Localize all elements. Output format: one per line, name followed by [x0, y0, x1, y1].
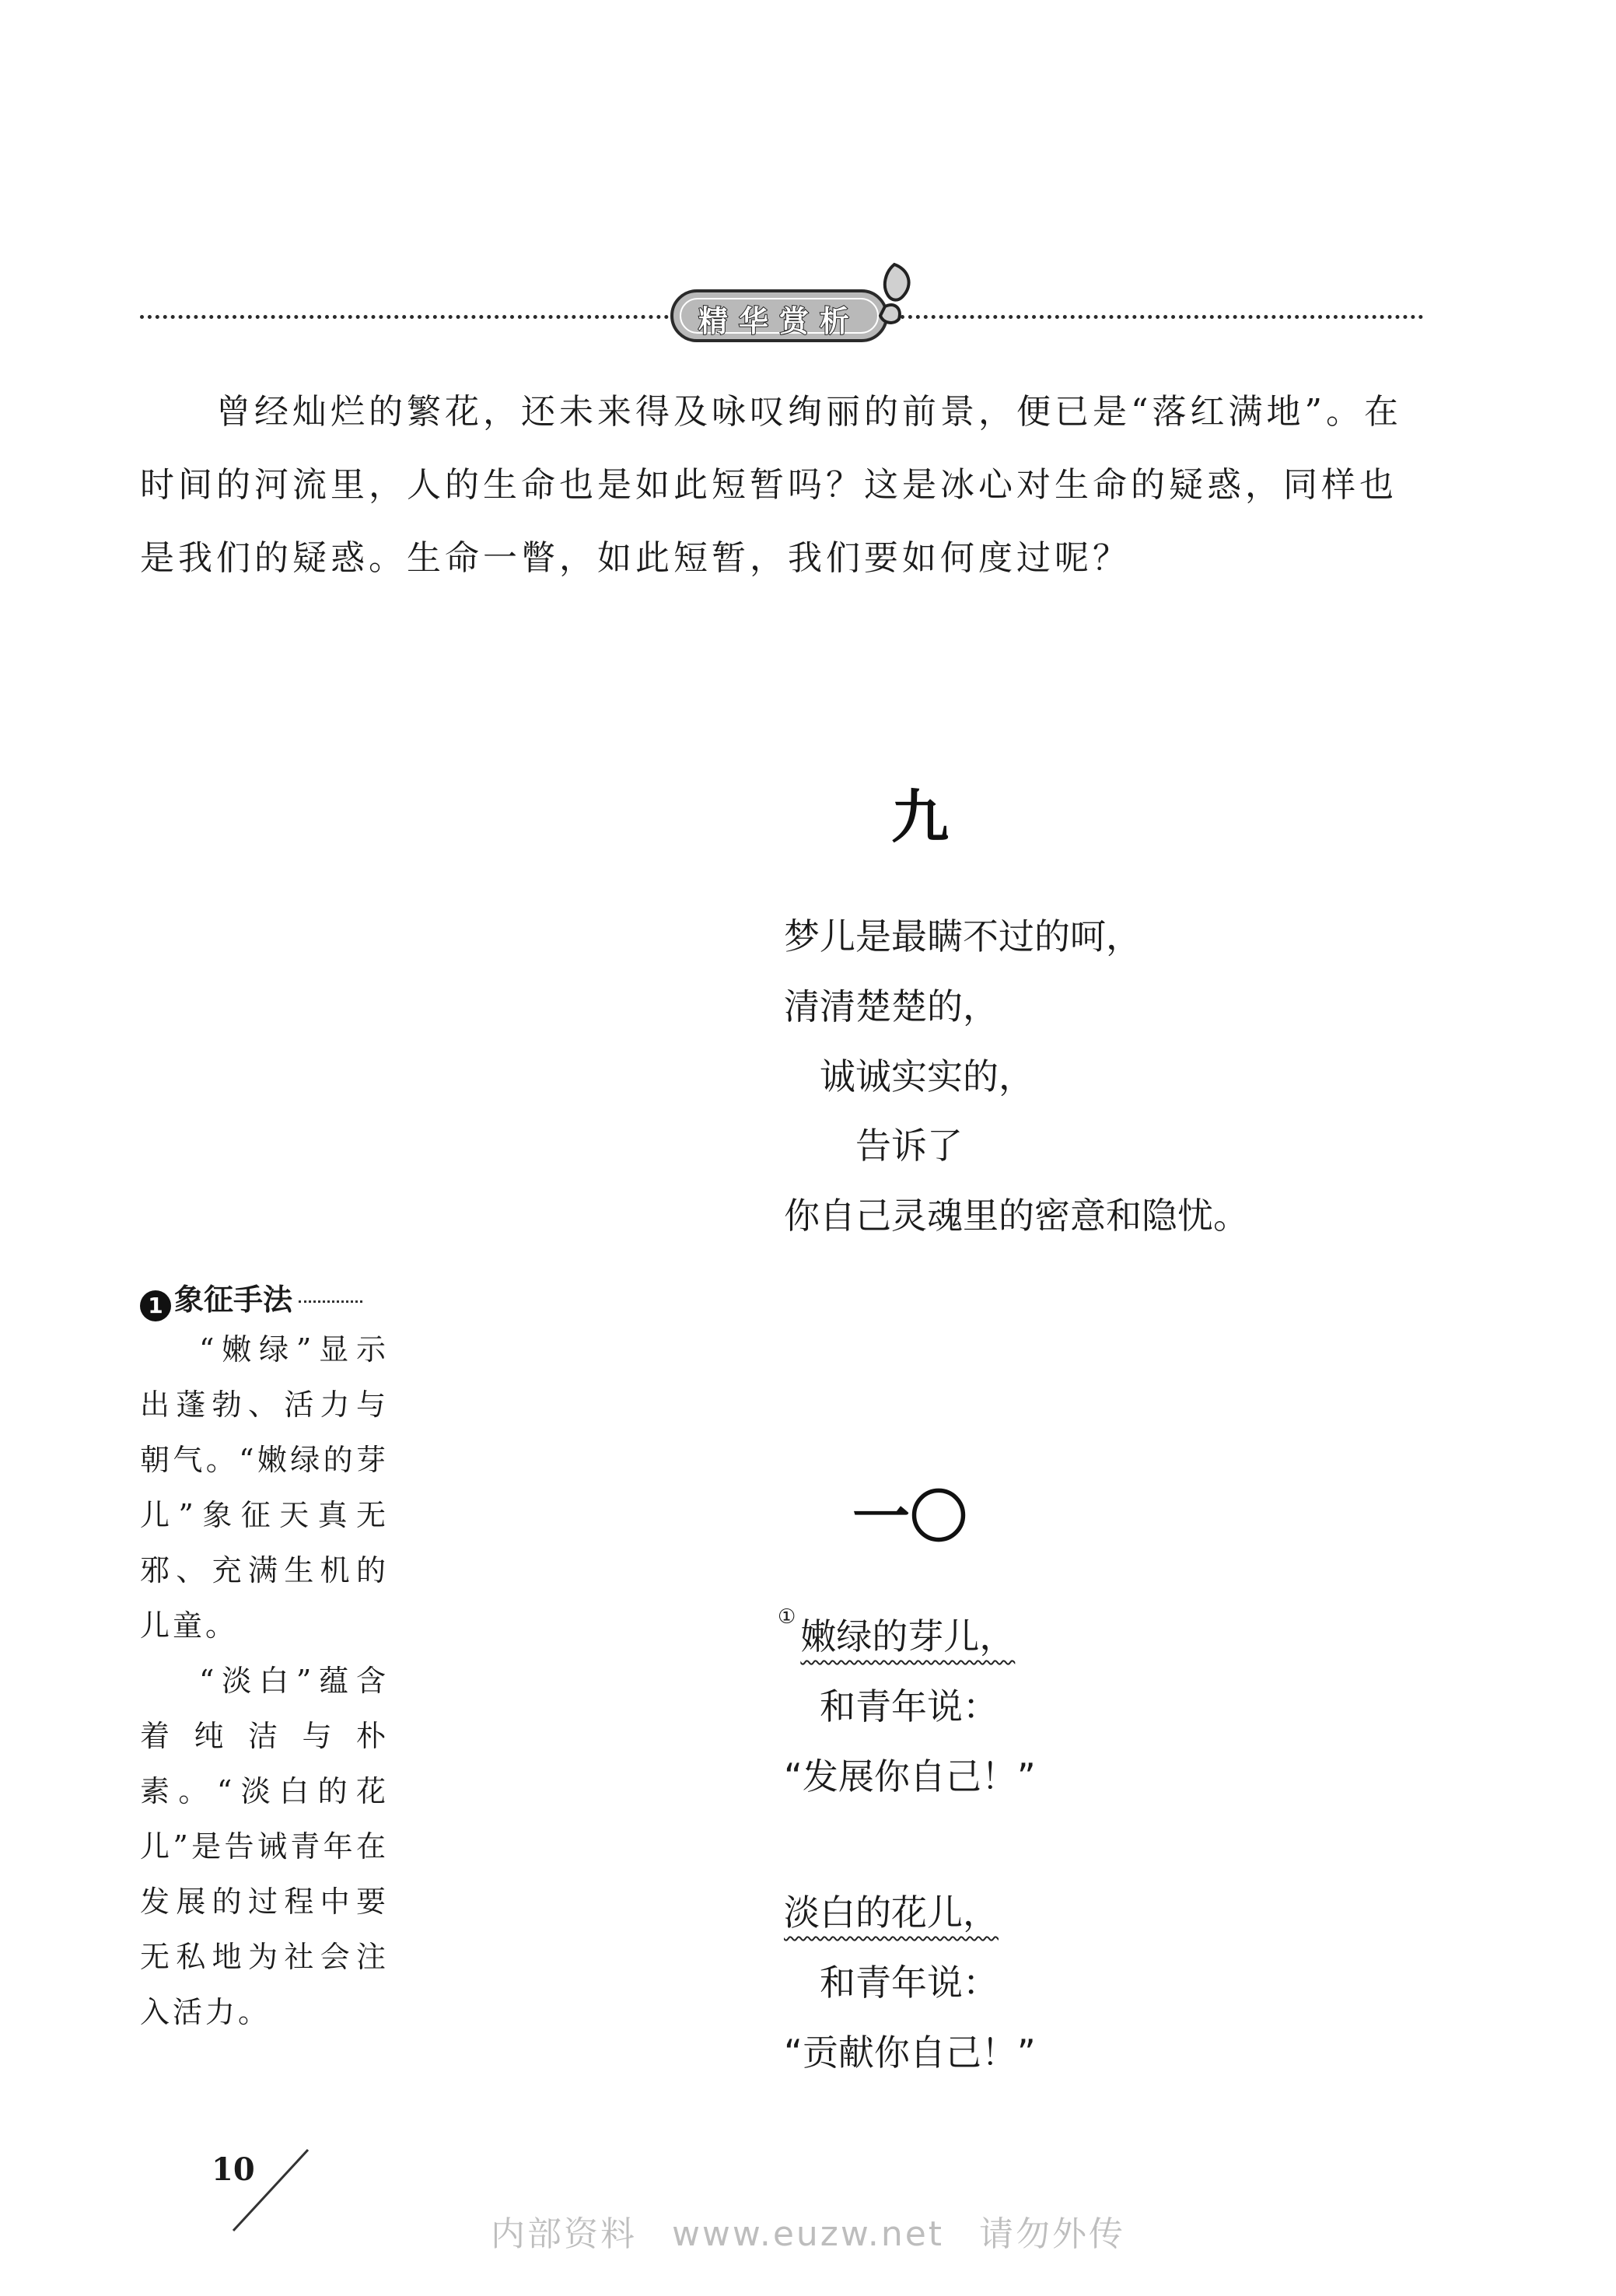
header-dotted-rule-right — [893, 315, 1423, 319]
poem-9-title: 九 — [891, 784, 949, 851]
poem-9-line-1: 梦儿是最瞒不过的呵， — [784, 915, 1142, 957]
poem-9-line-4: 告诉了 — [855, 1125, 963, 1167]
poem-10-line-4-text: 淡白的花儿， — [784, 1892, 999, 1934]
poem-10-line-5: 和青年说： — [820, 1962, 999, 2004]
poem-9-line-2: 清清楚楚的， — [784, 985, 999, 1027]
page-number: 10 — [212, 2151, 255, 2188]
annotation-number-badge: 1 — [140, 1290, 171, 1321]
annotation-title-text: 象征手法 — [174, 1283, 293, 1317]
poem-10-title: 一〇 — [852, 1484, 967, 1551]
section-banner — [670, 289, 888, 342]
banner-label: 精华赏析 — [698, 304, 860, 338]
annotation-title — [140, 1276, 397, 1321]
annotation-marker: ① — [778, 1605, 796, 1629]
poem-9-line-3: 诚诚实实的， — [820, 1055, 1034, 1097]
poem-10-line-2: 和青年说： — [820, 1685, 999, 1727]
poem-10-line-1 — [778, 1605, 1016, 1660]
header-dotted-rule-left — [140, 315, 669, 319]
poem-10-line-3: “发展你自己！” — [784, 1755, 1036, 1797]
poem-9-line-5: 你自己灵魂里的密意和隐忧。 — [784, 1195, 1249, 1237]
poem-10-line-6: “贡献你自己！” — [784, 2032, 1036, 2074]
annotation-paragraph-2: “淡白”蕴含着纯洁与朴素。“淡白的花儿”是告诫青年在发展的过程中要无私地为社会注入活力。 — [140, 1664, 389, 2029]
watermark: 内部资料 www.euzw.net 请勿外传 — [490, 2214, 1126, 2254]
annotation-paragraph-1: “嫩绿”显示出蓬勃、活力与朝气。“嫩绿的芽儿”象征天真无邪、充满生机的儿童。 — [140, 1332, 389, 1643]
annotation-dotted-leader — [299, 1300, 362, 1303]
poem-10-line-4 — [784, 1885, 999, 1936]
intro-paragraph: 曾经灿烂的繁花，还未来得及咏叹绚丽的前景，便已是“落红满地”。在时间的河流里，人的生命也是如此短暂吗？这是冰心对生命的疑惑，同样也是我们的疑惑。生命一瞥，如此短暂，我们要如何度过呢？ — [140, 392, 1402, 578]
poem-10-line-1-text: 嫩绿的芽儿， — [800, 1615, 1016, 1657]
annotation-body — [140, 1322, 389, 2040]
leaf-icon — [871, 261, 918, 328]
